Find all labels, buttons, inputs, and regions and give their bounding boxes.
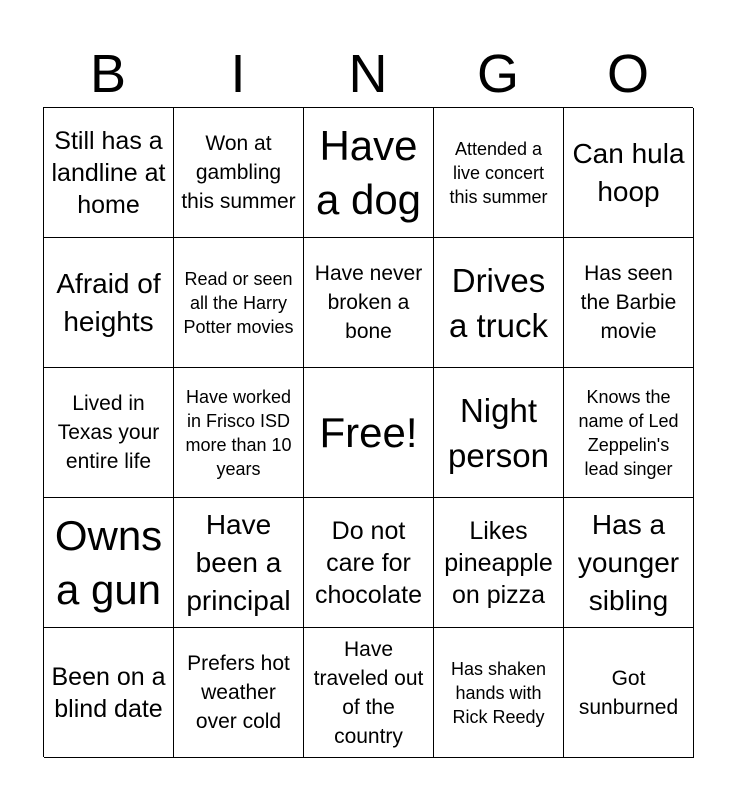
- bingo-cell: [564, 368, 694, 498]
- bingo-cell-free: [304, 368, 434, 498]
- bingo-cell: [564, 628, 694, 758]
- bingo-header: [43, 42, 693, 106]
- cell-text: Drives a truck: [448, 261, 549, 344]
- bingo-cell: [174, 368, 304, 498]
- header-letter-n: N: [348, 44, 388, 104]
- bingo-cell: [304, 238, 434, 368]
- bingo-cell: [304, 498, 434, 628]
- bingo-cell: [434, 368, 564, 498]
- bingo-cell: [564, 108, 694, 238]
- header-letter-b: B: [89, 44, 127, 104]
- cell-text: Likes pineapple on pizza: [444, 516, 553, 609]
- cell-text: Do not care for chocolate: [314, 516, 423, 609]
- bingo-cell: [174, 238, 304, 368]
- cell-text: Still has a landline at home: [51, 126, 166, 219]
- bingo-board: [43, 107, 693, 757]
- bingo-cell: [174, 498, 304, 628]
- bingo-cell: [304, 108, 434, 238]
- cell-text: Won at gambling this summer: [181, 132, 296, 213]
- bingo-cell: [304, 628, 434, 758]
- cell-text: Has a younger sibling: [577, 508, 680, 616]
- bingo-cell: [44, 108, 174, 238]
- bingo-cell: [174, 628, 304, 758]
- cell-text: Read or seen all the Harry Potter movies: [183, 268, 294, 337]
- cell-text: Owns a gun: [54, 511, 163, 613]
- cell-text: Afraid of heights: [56, 267, 161, 337]
- cell-text: Been on a blind date: [51, 662, 166, 723]
- bingo-cell: [44, 368, 174, 498]
- cell-text: Have never broken a bone: [314, 262, 423, 343]
- bingo-cell: [44, 238, 174, 368]
- cell-text: Has shaken hands with Rick Reedy: [450, 658, 547, 727]
- cell-text: Got sunburned: [578, 666, 679, 719]
- cell-text: Prefers hot weather over cold: [187, 652, 290, 733]
- cell-text: Night person: [448, 391, 549, 474]
- bingo-cell: [434, 628, 564, 758]
- cell-text: Has seen the Barbie movie: [580, 262, 677, 343]
- bingo-cell: [434, 498, 564, 628]
- cell-text: Can hula hoop: [572, 137, 685, 207]
- bingo-cell: [434, 238, 564, 368]
- header-letter-o: O: [606, 44, 649, 104]
- bingo-cell: [434, 108, 564, 238]
- bingo-cell: [44, 498, 174, 628]
- header-letter-g: G: [476, 44, 519, 104]
- bingo-cell: [44, 628, 174, 758]
- cell-text: Have a dog: [315, 121, 422, 223]
- cell-text: Have traveled out of the country: [313, 637, 424, 748]
- cell-text: Lived in Texas your entire life: [57, 392, 160, 473]
- cell-text: Attended a live concert this summer: [449, 138, 548, 207]
- bingo-cell: [564, 498, 694, 628]
- cell-text: Free!: [319, 408, 418, 456]
- cell-text: Have worked in Frisco ISD more than 10 years: [185, 386, 292, 479]
- bingo-cell: [564, 238, 694, 368]
- header-letter-i: I: [230, 44, 246, 104]
- bingo-cell: [174, 108, 304, 238]
- cell-text: Knows the name of Led Zeppelin's lead singer: [578, 386, 679, 479]
- cell-text: Have been a principal: [186, 508, 291, 616]
